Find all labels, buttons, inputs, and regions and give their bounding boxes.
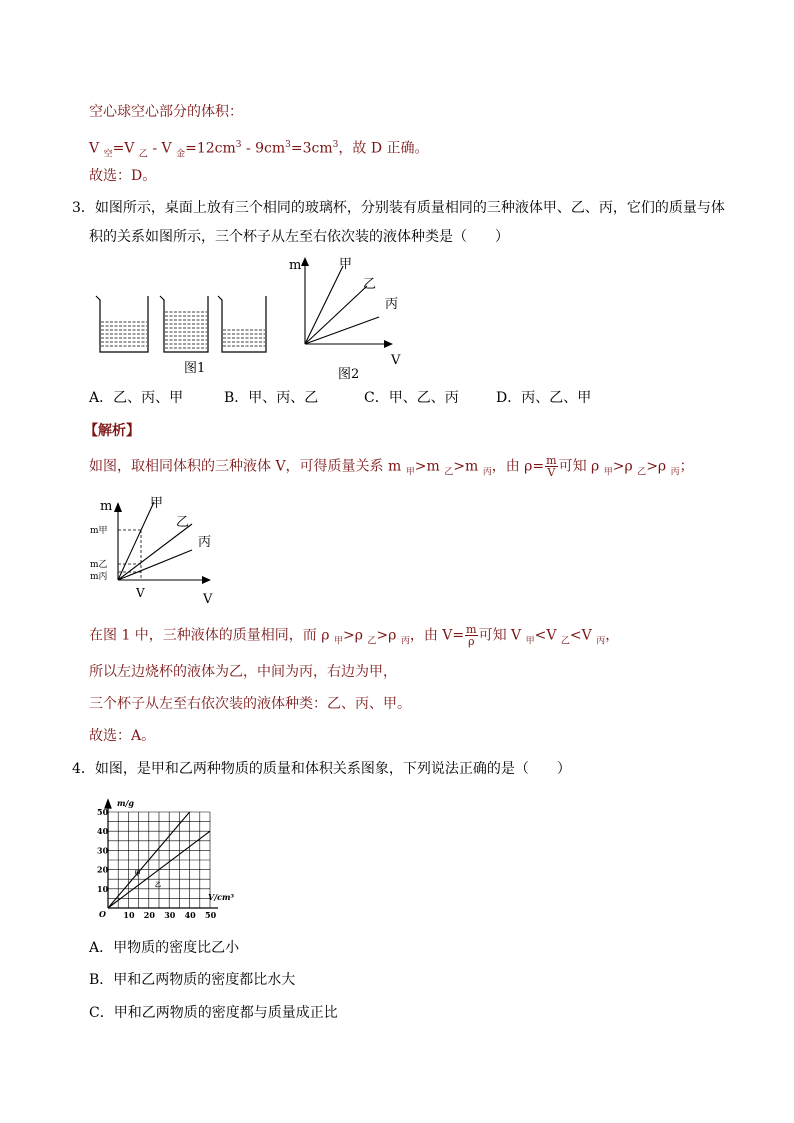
q3-option-d[interactable]: D．丙、乙、甲 [496,390,592,406]
analysis-line-4: 三个杯子从左至右依次装的液体种类：乙、丙、甲。 [89,696,411,712]
q4-option-c[interactable]: C．甲和乙两物质的密度都与质量成正比 [89,1005,338,1021]
label-bing: 丙 [385,297,399,312]
label-yi: 乙 [363,277,377,292]
q3-figure-2-graph [283,252,413,370]
q3-option-c[interactable]: C．甲、乙、丙 [364,390,459,406]
line-yi [118,524,192,580]
beaker-left [96,296,148,352]
v-tick-label: V [136,586,145,600]
q3-stem-line-1: 3．如图所示，桌面上放有三个相同的玻璃杯，分别装有质量相同的三种液体甲、乙、丙，它们的质量与体 [72,200,725,216]
x-tick-label: 30 [164,910,176,918]
prev-line-1: 空心球空心部分的体积： [89,104,243,120]
x-tick-label: 50 [205,910,217,918]
analysis-line-3: 所以左边烧杯的液体为乙，中间为丙，右边为甲， [89,664,397,680]
q4-chart [88,794,248,918]
q4-option-a[interactable]: A．甲物质的密度比乙小 [89,940,240,956]
analysis-line-5: 故选：A。 [89,728,156,744]
axis-m-label: m [289,258,302,273]
line-yi [305,286,367,344]
q3-option-b[interactable]: B．甲、丙、乙 [224,390,319,406]
series-label-jia: 甲 [134,870,141,878]
x-tick-label: 20 [143,910,155,918]
axis-m-label: m [100,499,113,514]
m-yi-label: m乙 [90,560,108,570]
origin-label: O [99,909,106,918]
q4-option-b[interactable]: B．甲和乙两物质的密度都比水大 [89,972,296,988]
m-bing-label: m丙 [90,572,108,582]
line-jia [118,502,154,580]
y-axis-label: m/g [117,798,134,808]
analysis-tag: 【解析】 [84,423,140,439]
label-jia: 甲 [339,257,353,272]
q4-stem: 4．如图，是甲和乙两种物质的质量和体积关系图象，下列说法正确的是（ ） [72,761,571,777]
axis-v-label: V [391,353,401,368]
prev-line-3: 故选：D。 [89,168,157,184]
q3-stem-line-2: 积的关系如图所示，三个杯子从左至右依次装的液体种类是（ ） [89,229,509,245]
prev-line-2: V $_空$=V $_乙$ - V $_金=12cm^3 - 9cm^3=3cm^3$，故 D 正确。 [89,140,429,160]
q3-figure-2-label: 图2 [338,367,360,382]
m-jia-label: m甲 [90,526,108,536]
analysis-line-2: 在图 1 中，三种液体的质量相同，而 ρ $_甲$>ρ $_乙$>ρ $_丙$，由 V= $\frac{m}{\rho}$ 可知 V $_甲$<V $_乙$<V $_丙$， [89,623,620,648]
y-tick-label: 10 [97,883,109,894]
label-jia: 甲 [150,496,164,511]
x-tick-label: 40 [184,910,196,918]
y-tick-label: 30 [97,845,109,856]
y-tick-label: 50 [97,807,109,817]
q3-figure-1-label: 图1 [184,361,206,376]
x-axis-label: V/cm³ [208,892,234,902]
beaker-right [218,296,266,352]
label-bing: 丙 [198,535,212,550]
x-tick-label: 10 [123,910,135,918]
label-yi: 乙 [176,515,190,530]
y-tick-label: 40 [97,826,109,837]
line-bing [118,550,192,580]
axis-v-label: V [203,592,213,607]
analysis-line-1: 如图，取相同体积的三种液体 V，可得质量关系 m $_甲$>m $_乙$>m $_丙$，由 ρ= $\frac{m}{V}$ 可知 ρ $_甲$>ρ $_乙$>ρ $_丙$； [89,454,694,479]
y-tick-label: 20 [97,864,109,875]
q3-option-a[interactable]: A．乙、丙、甲 [89,390,184,406]
analysis-graph [88,490,228,608]
series-label-yi: 乙 [154,881,161,889]
